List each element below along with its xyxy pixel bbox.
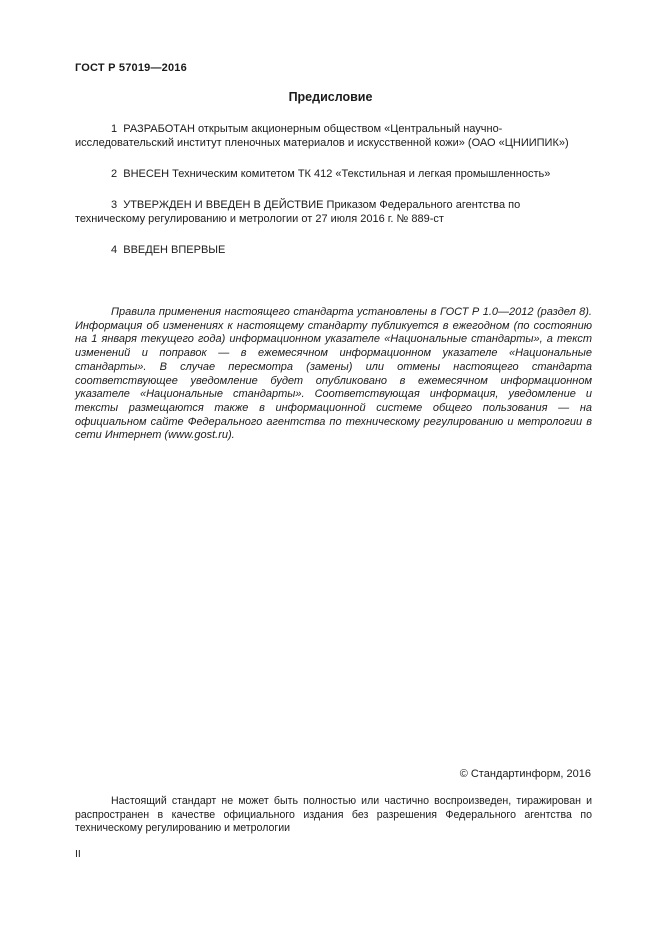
foreword-item-3: 3 УТВЕРЖДЕН И ВВЕДЕН В ДЕЙСТВИЕ Приказом Федерального агентства по техническому регулированию и метрологии от 27 июля 2016 г. № 889-ст	[75, 199, 521, 225]
foreword-item-2: 2 ВНЕСЕН Техническим комитетом ТК 412 «Текстильная и легкая промышленность»	[111, 168, 551, 180]
foreword-item-1: 1 РАЗРАБОТАН открытым акционерным обществом «Центральный научно-исследовательский институт пленочных материалов и искусственной кожи» (ОАО «ЦНИИПИК»)	[75, 123, 569, 149]
document-code: ГОСТ Р 57019—2016	[75, 62, 187, 74]
foreword-item-4: 4 ВВЕДЕН ВПЕРВЫЕ	[111, 244, 226, 256]
copyright-notice: © Стандартинформ, 2016	[459, 768, 591, 780]
page-title: Предисловие	[288, 90, 373, 104]
page-number: II	[75, 848, 81, 860]
application-rules-note: Правила применения настоящего стандарта установлены в ГОСТ Р 1.0—2012 (раздел 8). Информация об изменениях к настоящему стандарту публикуется в ежегодном (по состоянию на 1 января текущего года) информационном указателе «Национальные стандарты», а текст изменений и поправок — в ежемесячном информационном указателе «Национальные стандарты». В случае пересмотра (замены) или отмены настоящего стандарта соответствующее уведомление будет опубликовано в ежемесячном информационном указателе «Национальные стандарты». Соответствующая информация, уведомление и тексты размещаются также в информационной системе общего пользования — на официальном сайте Федерального агентства по техническому регулированию и метрологии в сети Интернет (www.gost.ru).	[75, 306, 592, 442]
foreword-content	[75, 122, 592, 443]
distribution-restriction-note: Настоящий стандарт не может быть полностью или частично воспроизведен, тиражирован и распространен в качестве официального издания без разрешения Федерального агентства по техническому регулированию и метрологии	[75, 795, 592, 835]
